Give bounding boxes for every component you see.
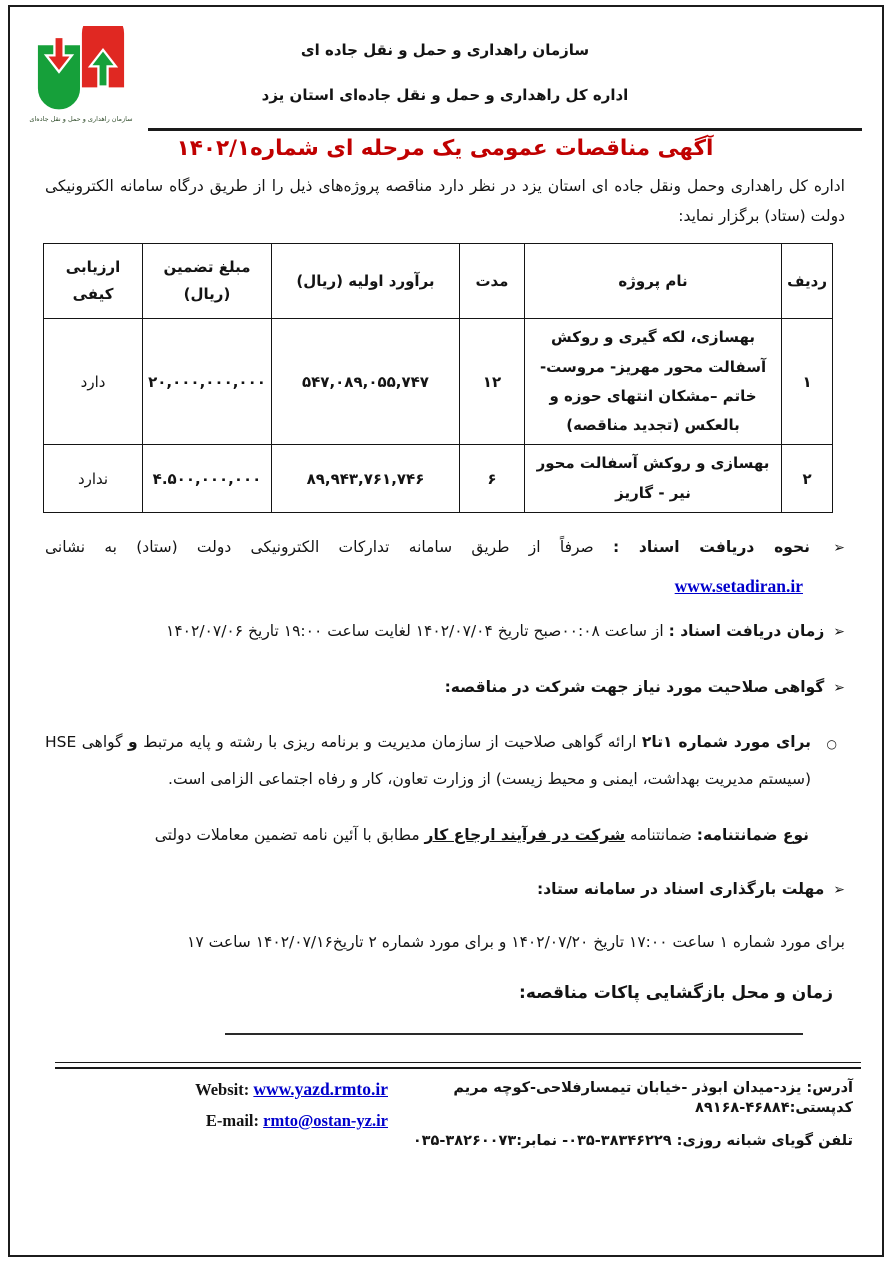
footer-address: آدرس: یزد-میدان ابوذر -خیابان تیمسارفلاحی-کوچه مریم کدپستی:۴۶۸۸۴-۸۹۱۶۸: [453, 1080, 853, 1117]
arrow-bullet-icon: ➢: [833, 539, 845, 556]
upload-deadline-text: برای مورد شماره ۱ ساعت ۱۷:۰۰ تاریخ ۱۴۰۲/۰۷/۲۰ و برای مورد شماره ۲ تاریخ۱۴۰۲/۰۷/۱۶ ساعت ۱۷: [187, 932, 845, 951]
cell-evaluation: دارد: [44, 319, 143, 445]
logo-caption: سازمان راهداری و حمل و نقل جاده‌ای: [29, 115, 133, 123]
col-header-duration: مدت: [460, 244, 525, 319]
cell-duration: ۱۲: [460, 319, 525, 445]
receive-method-text: صرفاً از طریق سامانه تدارکات الکترونیکی دولت (ستاد) به نشانی: [45, 537, 613, 556]
footer-contact-fa: [388, 1078, 853, 1151]
footer-double-rule: [55, 1062, 861, 1069]
table-row: [44, 319, 833, 445]
arrow-bullet-icon: ➢: [833, 881, 845, 898]
guarantee-post-text: مطابق با آئین نامه تضمین معاملات دولتی: [154, 826, 425, 845]
certificate-heading: گواهی صلاحیت مورد نیاز جهت شرکت در مناقصه:: [444, 677, 825, 696]
receive-time-label: زمان دریافت اسناد :: [668, 622, 825, 641]
guarantee-type-label: نوع ضمانتنامه:: [696, 826, 809, 845]
arrow-bullet-icon: ➢: [833, 624, 845, 641]
col-header-estimate: برآورد اولیه (ریال): [271, 244, 459, 319]
certificate-item-text2: گواهی HSE (سیستم مدیریت بهداشت، ایمنی و محیط زیست) از وزارت تعاون، کار و رفاه اجتماعی الزامی است.: [45, 733, 811, 788]
col-header-evaluation: ارزیابی کیفی: [44, 244, 143, 319]
org-name-line1: سازمان راهداری و حمل و نقل جاده ای: [300, 41, 590, 59]
setad-link-line: [45, 576, 845, 597]
setadiran-link[interactable]: www.setadiran.ir: [674, 576, 803, 597]
opening-heading: زمان و محل بازگشایی پاکات مناقصه:: [519, 983, 833, 1004]
cell-radif: ۱: [782, 319, 833, 445]
footer-email-link[interactable]: rmto@ostan-yz.ir: [263, 1110, 388, 1130]
receive-time-line: [45, 617, 845, 646]
certificate-heading-line: [45, 673, 845, 702]
receive-method-line: [45, 533, 845, 562]
announcement-title: آگهی مناقصات عمومی یک مرحله ای شماره۱۴۰۲/۱: [176, 136, 714, 161]
footer-website-line: [118, 1078, 388, 1102]
footer-email-label: E-mail:: [205, 1110, 260, 1130]
cell-evaluation: ندارد: [44, 445, 143, 513]
table-row: [44, 445, 833, 513]
cell-duration: ۶: [460, 445, 525, 513]
certificate-detail-paragraph: [45, 724, 845, 797]
certificate-item-label: برای مورد شماره ۱تا۲: [641, 733, 811, 752]
cell-guarantee: ۴.۵۰۰,۰۰۰,۰۰۰: [143, 445, 272, 513]
circle-bullet-icon: ○: [826, 737, 837, 752]
footer-email-line: [118, 1110, 388, 1132]
footer: [58, 1078, 853, 1151]
upload-deadline-heading-line: [45, 875, 845, 904]
org-name-line2: اداره کل راهداری و حمل و نقل جاده‌ای استان یزد: [261, 86, 629, 104]
tenders-table: [43, 243, 833, 513]
guarantee-underlined-text: شرکت در فرآیند ارجاع کار: [424, 826, 626, 845]
receive-time-text: از ساعت ۰۰:۰۸صبح تاریخ ۱۴۰۲/۰۷/۰۴ لغایت ساعت ۱۹:۰۰ تاریخ ۱۴۰۲/۰۷/۰۶: [166, 622, 669, 641]
footer-website-label: Websit:: [195, 1080, 250, 1099]
cell-radif: ۲: [782, 445, 833, 513]
table-header-row: [44, 244, 833, 319]
col-header-radif: ردیف: [782, 244, 833, 319]
receive-method-label: نحوه دریافت اسناد :: [612, 537, 810, 556]
cell-estimate: ۵۴۷,۰۸۹,۰۵۵,۷۴۷: [271, 319, 459, 445]
guarantee-pre-text: ضمانتنامه: [625, 826, 697, 845]
certificate-item-and: و: [128, 733, 138, 752]
cell-project-name: بهسازی، لکه گیری و روکش آسفالت محور مهریز- مروست- خاتم –مشکان انتهای حوزه و بالعکس (تجدید مناقصه): [524, 319, 781, 445]
guarantee-type-line: [45, 821, 845, 850]
footer-contact-en: [58, 1078, 388, 1132]
opening-blank-rule: [225, 1033, 803, 1035]
cell-project-name: بهسازی و روکش آسفالت محور نیر - گاریز: [524, 445, 781, 513]
cell-guarantee: ۲۰,۰۰۰,۰۰۰,۰۰۰: [143, 319, 272, 445]
certificate-item-text1: ارائه گواهی صلاحیت از سازمان مدیریت و برنامه ریزی با رشته و پایه مرتبط: [137, 733, 642, 752]
upload-deadline-heading: مهلت بارگذاری اسناد در سامانه ستاد:: [537, 879, 825, 898]
arrow-bullet-icon: ➢: [833, 679, 845, 696]
col-header-project-name: نام پروژه: [524, 244, 781, 319]
cell-estimate: ۸۹,۹۴۳,۷۶۱,۷۴۶: [271, 445, 459, 513]
col-header-guarantee: مبلغ تضمین (ریال): [143, 244, 272, 319]
footer-website-link[interactable]: www.yazd.rmto.ir: [253, 1079, 388, 1099]
intro-paragraph: اداره کل راهداری وحمل ونقل جاده ای استان یزد در نظر دارد مناقصه پروژه‌های ذیل را از طریق درگاه سامانه الکترونیکی دولت (ستاد) برگزار نماید:: [45, 177, 845, 226]
footer-phone: تلفن گویای شبانه روزی: ۳۸۳۴۶۲۲۹-۰۳۵- نمابر:۳۸۲۶۰۰۷۳-۰۳۵: [412, 1132, 853, 1149]
